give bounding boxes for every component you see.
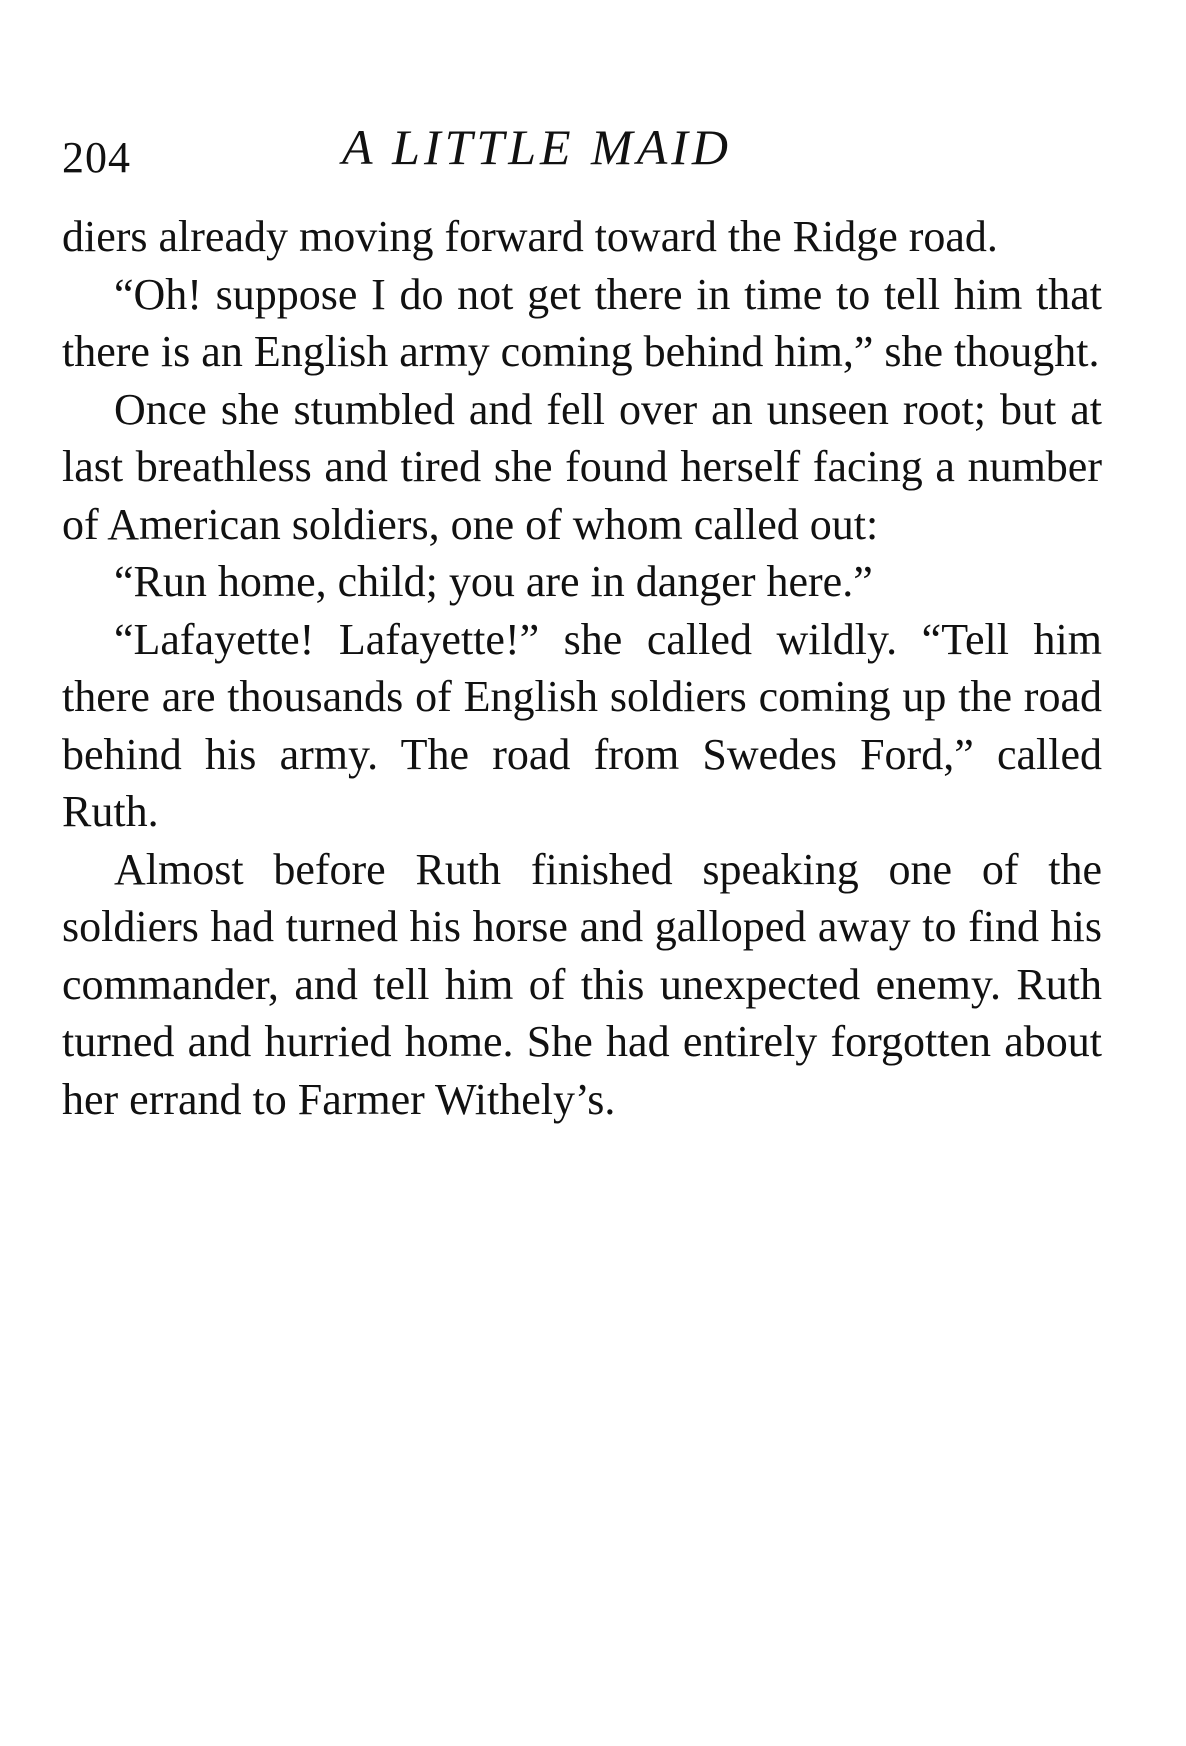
body-text: [62, 208, 1102, 1128]
running-title: A LITTLE MAID: [342, 119, 733, 175]
paragraph-1: diers already moving forward toward the Ridge road.: [62, 212, 998, 261]
paragraph-5: “Lafayette! Lafayette!” she called wildly. “Tell him there are thousands of English soldiers coming up the road behind his army. The road from Swedes Ford,” called Ruth.: [62, 614, 1102, 836]
paragraph-6: Almost before Ruth finished speaking one of the soldiers had turned his horse and galloped away to find his commander, and tell him of this unexpected enemy. Ruth turned and hurried home. She had entirely forgotten about her errand to Farmer Withely’s.: [62, 844, 1102, 1124]
page-number: 204: [62, 133, 131, 182]
paragraph-3: Once she stumbled and fell over an unseen root; but at last breathless and tired she found herself facing a number of American soldiers, one of whom called out:: [62, 384, 1102, 549]
paragraph-2: “Oh! suppose I do not get there in time to tell him that there is an English army coming behind him,” she thought.: [62, 269, 1102, 376]
paragraph-4: “Run home, child; you are in danger here.”: [114, 557, 873, 606]
running-head: [62, 118, 1102, 184]
